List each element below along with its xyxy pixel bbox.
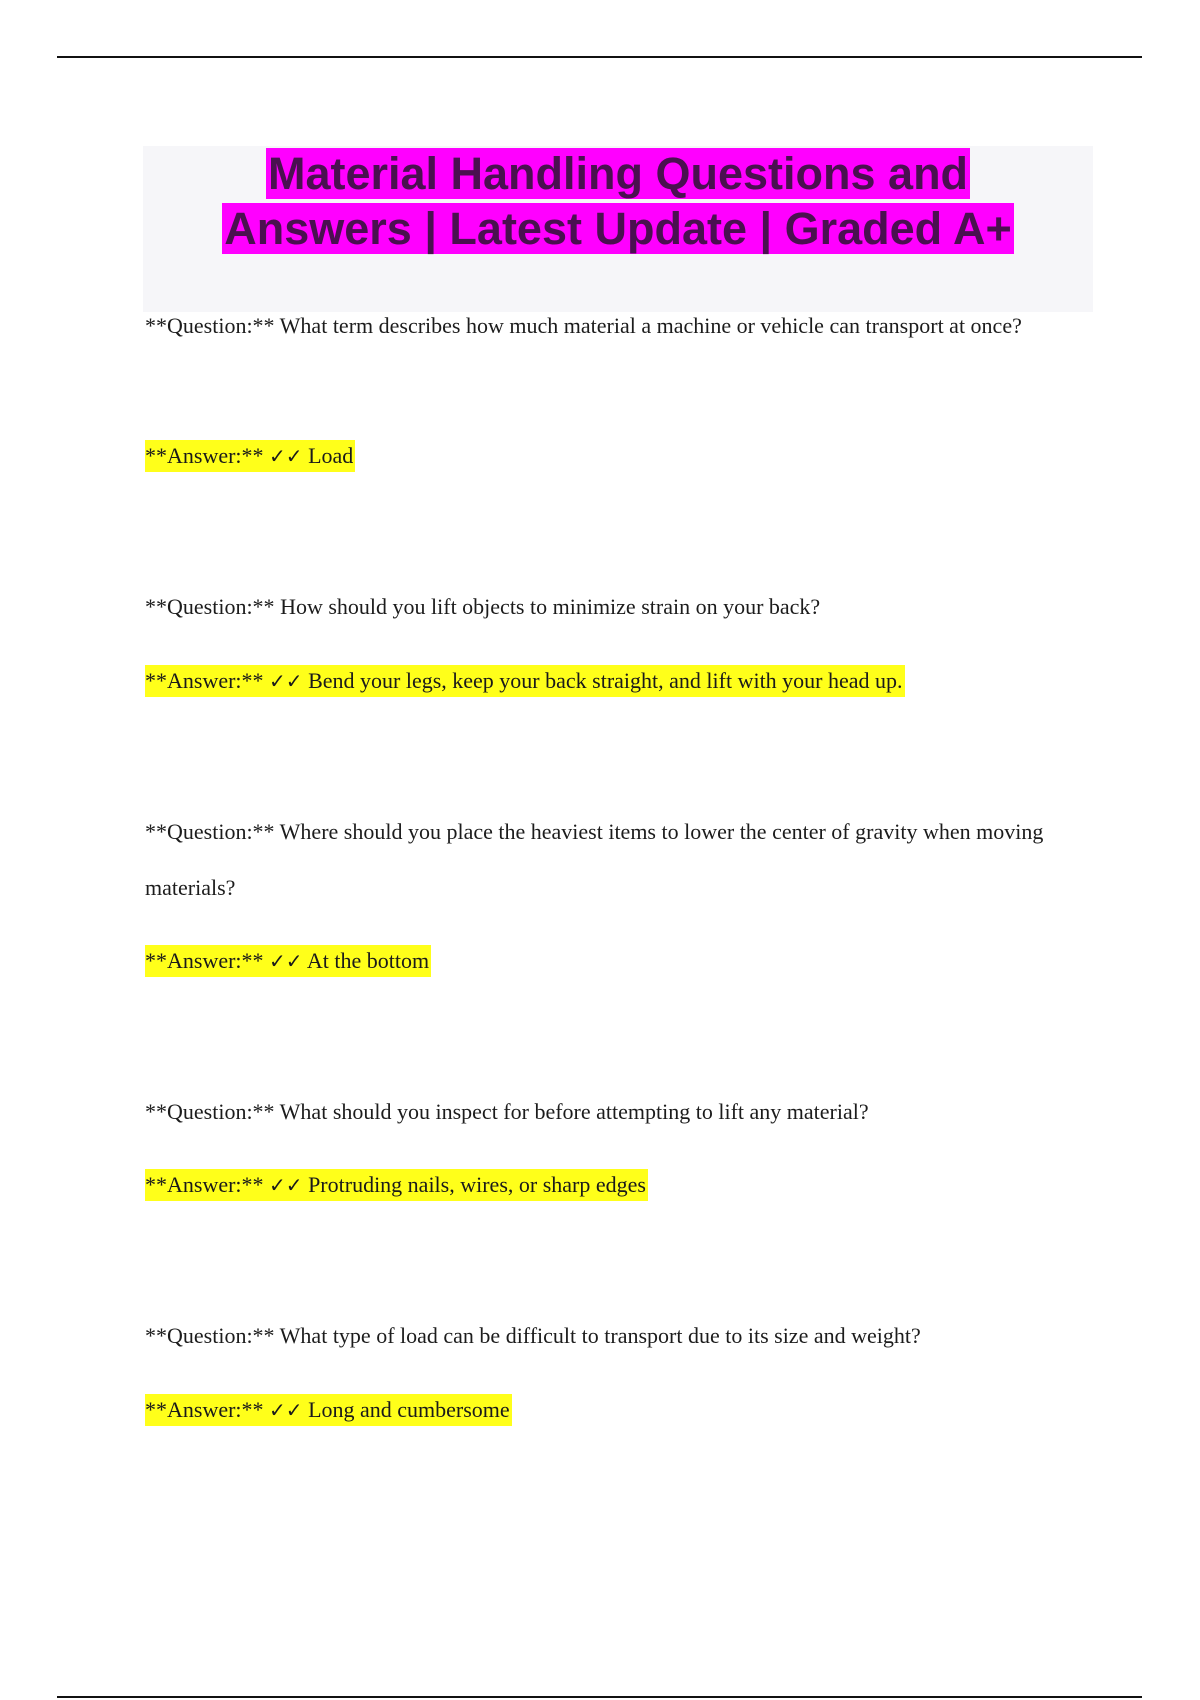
header-rule bbox=[57, 56, 1142, 58]
answer-2 bbox=[145, 664, 905, 698]
answer-3 bbox=[145, 944, 431, 978]
question-prefix: **Question:** bbox=[145, 819, 275, 844]
answer-text: Protruding nails, wires, or sharp edges bbox=[308, 1172, 646, 1197]
question-prefix: **Question:** bbox=[145, 1099, 275, 1124]
footer-rule bbox=[57, 1696, 1142, 1698]
answer-5 bbox=[145, 1393, 512, 1427]
question-text: How should you lift objects to minimize strain on your back? bbox=[280, 594, 821, 619]
double-check-icon: ✓✓ bbox=[269, 1398, 303, 1422]
question-text: What type of load can be difficult to transport due to its size and weight? bbox=[279, 1323, 921, 1348]
question-prefix: **Question:** bbox=[145, 313, 275, 338]
double-check-icon: ✓✓ bbox=[269, 949, 303, 973]
document-title-line-1: Material Handling Questions and bbox=[267, 148, 969, 199]
answer-prefix: **Answer:** bbox=[145, 1397, 264, 1422]
answer-highlight bbox=[145, 945, 431, 977]
question-text: What term describes how much material a machine or vehicle can transport at once? bbox=[279, 313, 1022, 338]
answer-prefix: **Answer:** bbox=[145, 668, 264, 693]
answer-text: At the bottom bbox=[306, 948, 430, 973]
answer-text: Load bbox=[308, 443, 354, 468]
question-2 bbox=[145, 579, 1080, 635]
answer-text: Bend your legs, keep your back straight, and lift with your head up. bbox=[308, 668, 903, 693]
question-4 bbox=[145, 1084, 1080, 1140]
question-prefix: **Question:** bbox=[145, 594, 275, 619]
answer-highlight bbox=[145, 440, 355, 472]
question-prefix: **Question:** bbox=[145, 1323, 275, 1348]
answer-highlight bbox=[145, 1394, 512, 1426]
title-block bbox=[143, 146, 1093, 312]
answer-4 bbox=[145, 1168, 648, 1202]
answer-prefix: **Answer:** bbox=[145, 948, 264, 973]
double-check-icon: ✓✓ bbox=[269, 1173, 303, 1197]
document-title-line-2: Answers | Latest Update | Graded A+ bbox=[224, 203, 1012, 254]
question-1 bbox=[145, 298, 1080, 354]
double-check-icon: ✓✓ bbox=[269, 444, 303, 468]
answer-1 bbox=[145, 439, 355, 473]
answer-highlight bbox=[145, 1169, 648, 1201]
answer-highlight bbox=[145, 665, 905, 697]
question-5 bbox=[145, 1308, 1080, 1364]
question-text: Where should you place the heaviest items to lower the center of gravity when moving materials? bbox=[145, 819, 1044, 900]
answer-prefix: **Answer:** bbox=[145, 1172, 264, 1197]
answer-text: Long and cumbersome bbox=[308, 1397, 510, 1422]
question-3 bbox=[145, 804, 1080, 916]
answer-prefix: **Answer:** bbox=[145, 443, 264, 468]
double-check-icon: ✓✓ bbox=[269, 669, 303, 693]
question-text: What should you inspect for before attempting to lift any material? bbox=[279, 1099, 869, 1124]
